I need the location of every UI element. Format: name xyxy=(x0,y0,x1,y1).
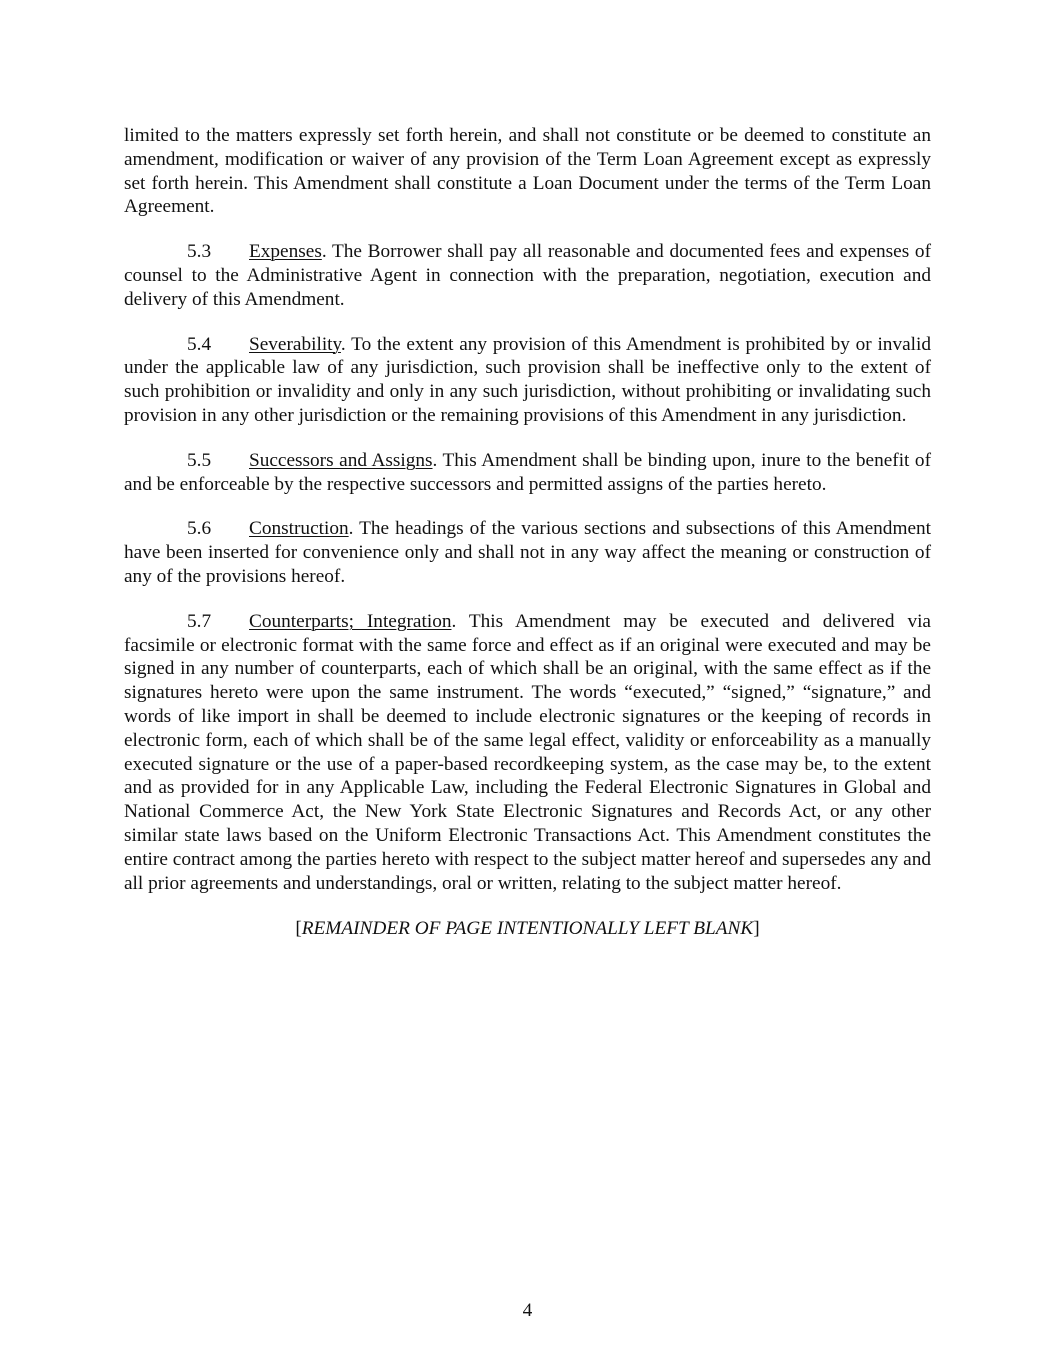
section-number: 5.4 xyxy=(187,333,212,355)
section-text: . This Amendment may be executed and delivered via facsimile or electronic format with the same force and effect as if an original were executed and may be signed in any number of counterparts, each of which shall be an original, with the same effect as if the signatures hereto were upon the same instrument. The words “executed,” “signed,” “signature,” and words of like import in shall be deemed to include electronic signatures or the keeping of records in electronic form, each of which shall be of the same legal effect, validity or enforceability as a manually executed signature or the use of a paper-based recordkeeping system, as the case may be, to the extent and as provided for in any Applicable Law, including the Federal Electronic Signatures in Global and National Commerce Act, the New York State Electronic Signatures and Records Act, or any other similar state laws based on the Uniform Electronic Transactions Act. This Amendment constitutes the entire contract among the parties hereto with respect to the subject matter hereof and supersedes any and all prior agreements and understandings, oral or written, relating to the subject matter hereof. xyxy=(124,610,931,894)
section-number: 5.6 xyxy=(187,518,212,540)
section-heading: Severability xyxy=(249,333,341,355)
remainder-text: REMAINDER OF PAGE INTENTIONALLY LEFT BLANK xyxy=(301,918,754,940)
section-heading: Counterparts; Integration xyxy=(249,610,452,632)
section-text: . The Borrower shall pay all reasonable and documented fees and expenses of counsel to the Administrative Agent in connection with the preparation, negotiation, execution and delivery of this Amendment. xyxy=(124,241,931,310)
page-number: 4 xyxy=(522,1300,533,1321)
section-text: . This Amendment shall be binding upon, inure to the benefit of and be enforceable by the respective successors and permitted assigns of the parties hereto. xyxy=(124,449,931,495)
section-5-3 xyxy=(124,240,931,311)
section-text: . To the extent any provision of this Amendment is prohibited by or invalid under the applicable law of any jurisdiction, such provision shall be ineffective only to the extent of such prohibition or invalidity and only in any such jurisdiction, without prohibiting or invalidating such provision in any other jurisdiction or the remaining provisions of this Amendment in any jurisdiction. xyxy=(124,333,931,426)
section-5-6 xyxy=(124,517,931,588)
section-heading: Successors and Assigns xyxy=(249,449,433,471)
remainder-blank-notice xyxy=(124,917,931,941)
continuation-paragraph: limited to the matters expressly set forth herein, and shall not constitute or be deemed to constitute an amendment, modification or waiver of any provision of the Term Loan Agreement except as expressly set forth herein. This Amendment shall constitute a Loan Document under the terms of the Term Loan Agreement. xyxy=(124,125,931,218)
document-body xyxy=(124,124,931,962)
section-5-5 xyxy=(124,449,931,497)
section-5-4 xyxy=(124,333,931,428)
section-number: 5.5 xyxy=(187,449,212,471)
open-bracket: [ xyxy=(295,918,302,940)
section-5-7 xyxy=(124,610,931,896)
section-number: 5.3 xyxy=(187,241,212,263)
close-bracket: ] xyxy=(753,918,760,940)
section-heading: Construction xyxy=(249,518,349,540)
section-text: . The headings of the various sections and subsections of this Amendment have been inserted for convenience only and shall not in any way affect the meaning or construction of any of the provisions hereof. xyxy=(124,518,931,587)
section-number: 5.7 xyxy=(187,610,212,632)
section-heading: Expenses xyxy=(249,241,322,263)
